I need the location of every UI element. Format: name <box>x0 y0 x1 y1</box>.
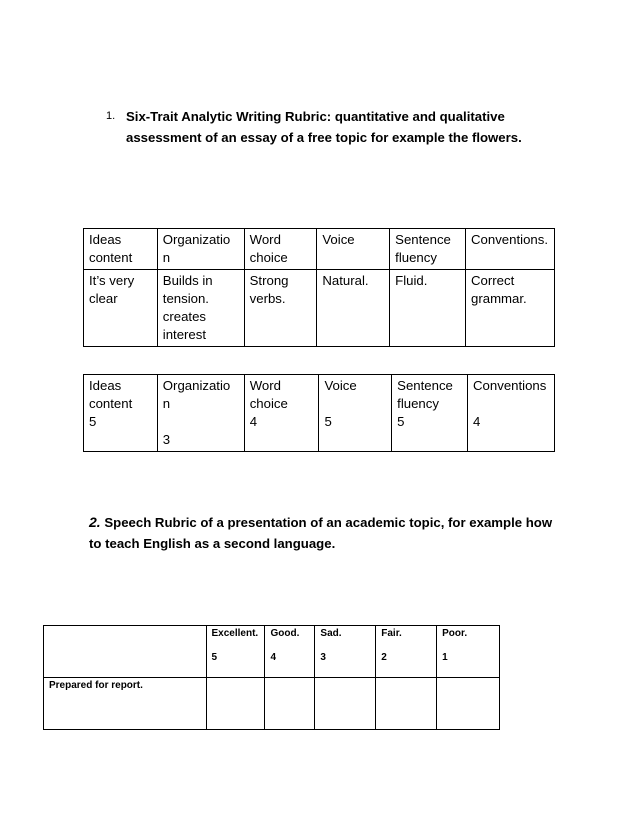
table-cell: Organizatio n 3 <box>157 375 244 452</box>
table-row <box>44 626 500 678</box>
heading-2 <box>89 512 569 554</box>
table-cell: Ideas content <box>84 229 158 270</box>
table-cell: Voice <box>317 229 390 270</box>
table-cell: Word choice <box>244 229 317 270</box>
table-header-cell: Sad. 3 <box>315 626 376 678</box>
table-cell <box>315 678 376 730</box>
table-cell: Conventions 4 <box>468 375 555 452</box>
heading-1-line-1: Six-Trait Analytic Writing Rubric: quantitative and qualitative <box>126 109 505 124</box>
speech-rubric-table <box>43 625 500 730</box>
table-header-cell: Poor. 1 <box>437 626 500 678</box>
heading-2-line-1: Speech Rubric of a presentation of an academic topic, for example how <box>104 515 553 530</box>
table-cell: Word choice 4 <box>244 375 319 452</box>
heading-2-number: 2. <box>89 514 101 530</box>
table-header-cell: Fair. 2 <box>376 626 437 678</box>
writing-rubric-table <box>83 228 555 347</box>
table-cell: Conventions. <box>466 229 555 270</box>
table-cell: Builds in tension. creates interest <box>157 270 244 347</box>
table-cell <box>44 626 207 678</box>
table-cell <box>265 678 315 730</box>
table-cell: Natural. <box>317 270 390 347</box>
table-cell: Sentence fluency 5 <box>392 375 468 452</box>
table-cell: Strong verbs. <box>244 270 317 347</box>
table-header-cell: Good. 4 <box>265 626 315 678</box>
table-cell <box>206 678 265 730</box>
table-cell: Organizatio n <box>157 229 244 270</box>
heading-1-line-2: assessment of an essay of a free topic for example the flowers. <box>126 130 522 145</box>
table-cell: Prepared for report. <box>44 678 207 730</box>
table-row <box>84 375 555 452</box>
table-cell: Fluid. <box>390 270 466 347</box>
table-header-cell: Excellent. 5 <box>206 626 265 678</box>
table-cell: Ideas content 5 <box>84 375 158 452</box>
table-cell <box>437 678 500 730</box>
table-row <box>84 270 555 347</box>
table-cell: Correct grammar. <box>466 270 555 347</box>
table-row <box>44 678 500 730</box>
table-row <box>84 229 555 270</box>
table-cell: Voice 5 <box>319 375 392 452</box>
table-cell <box>376 678 437 730</box>
heading-2-line-2: to teach English as a second language. <box>89 536 336 551</box>
table-cell: It’s very clear <box>84 270 158 347</box>
writing-scores-table <box>83 374 555 452</box>
table-cell: Sentence fluency <box>390 229 466 270</box>
heading-1-number: 1. <box>106 110 116 122</box>
